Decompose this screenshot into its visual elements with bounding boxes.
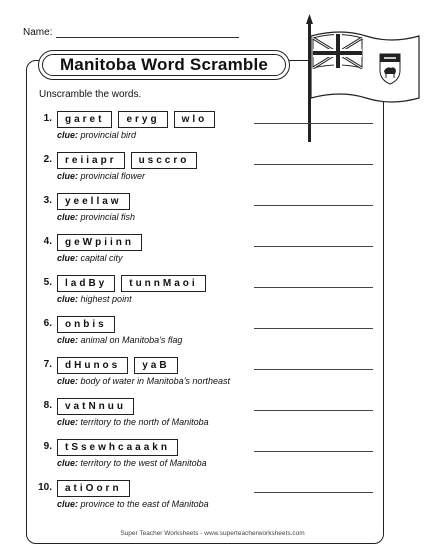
clue bbox=[57, 499, 209, 509]
clue-text: territory to the west of Manitoba bbox=[80, 458, 207, 468]
title-banner bbox=[38, 50, 290, 80]
clue bbox=[57, 417, 209, 427]
answer-line[interactable] bbox=[254, 246, 373, 247]
item-number: 10. bbox=[38, 482, 52, 493]
clue-text: highest point bbox=[80, 294, 132, 304]
scramble-item bbox=[35, 234, 375, 270]
answer-line[interactable] bbox=[254, 205, 373, 206]
clue bbox=[57, 458, 207, 468]
clue-label: clue: bbox=[57, 499, 79, 509]
clue bbox=[57, 130, 136, 140]
scrambled-word-box: vatNnuu bbox=[57, 398, 134, 415]
scrambled-word-box: reiiapr bbox=[57, 152, 125, 169]
answer-line[interactable] bbox=[254, 123, 373, 124]
scrambled-word-box: tunnMaoi bbox=[121, 275, 205, 292]
scrambled-words bbox=[57, 111, 215, 128]
scramble-item bbox=[35, 316, 375, 352]
scrambled-words bbox=[57, 398, 134, 415]
answer-line[interactable] bbox=[254, 451, 373, 452]
scrambled-words bbox=[57, 152, 197, 169]
item-number: 3. bbox=[43, 195, 52, 206]
clue bbox=[57, 335, 182, 345]
clue bbox=[57, 376, 230, 386]
clue-text: animal on Manitoba’s flag bbox=[80, 335, 183, 345]
scrambled-word-box: yeellaw bbox=[57, 193, 130, 210]
footer-credit: Super Teacher Worksheets - www.superteacherworksheets.com bbox=[120, 530, 305, 537]
scrambled-words bbox=[57, 357, 178, 374]
scramble-item bbox=[35, 193, 375, 229]
scramble-item bbox=[35, 398, 375, 434]
scrambled-words bbox=[57, 316, 115, 333]
clue-text: province to the east of Manitoba bbox=[80, 499, 209, 509]
scramble-item bbox=[35, 439, 375, 475]
scrambled-word-box: wlo bbox=[174, 111, 216, 128]
scrambled-word-box: dHunos bbox=[57, 357, 128, 374]
clue-label: clue: bbox=[57, 130, 79, 140]
page-title: Manitoba Word Scramble bbox=[59, 55, 269, 74]
clue-text: provincial fish bbox=[80, 212, 136, 222]
clue bbox=[57, 253, 123, 263]
answer-line[interactable] bbox=[254, 287, 373, 288]
scramble-item bbox=[35, 357, 375, 393]
answer-line[interactable] bbox=[254, 410, 373, 411]
scrambled-word-box: garet bbox=[57, 111, 112, 128]
clue-label: clue: bbox=[57, 294, 79, 304]
clue bbox=[57, 212, 135, 222]
clue-label: clue: bbox=[57, 253, 79, 263]
name-row bbox=[23, 27, 239, 38]
clue-label: clue: bbox=[57, 458, 79, 468]
scrambled-words bbox=[57, 275, 206, 292]
item-number: 7. bbox=[43, 359, 52, 370]
scrambled-words bbox=[57, 193, 130, 210]
scrambled-word-box: usccro bbox=[131, 152, 198, 169]
scrambled-word-box: eryg bbox=[118, 111, 167, 128]
name-label: Name: bbox=[23, 27, 53, 38]
clue-label: clue: bbox=[57, 212, 79, 222]
clue-text: territory to the north of Manitoba bbox=[80, 417, 209, 427]
item-number: 4. bbox=[43, 236, 52, 247]
scrambled-word-box: yaB bbox=[134, 357, 177, 374]
scramble-item bbox=[35, 275, 375, 311]
item-number: 9. bbox=[43, 441, 52, 452]
scrambled-word-box: ladBy bbox=[57, 275, 115, 292]
answer-line[interactable] bbox=[254, 328, 373, 329]
scramble-item bbox=[35, 152, 375, 188]
scrambled-words bbox=[57, 234, 142, 251]
clue-label: clue: bbox=[57, 171, 79, 181]
scrambled-words bbox=[57, 439, 178, 456]
scrambled-word-box: atiOorn bbox=[57, 480, 130, 497]
answer-line[interactable] bbox=[254, 369, 373, 370]
item-number: 5. bbox=[43, 277, 52, 288]
clue-text: capital city bbox=[80, 253, 123, 263]
item-number: 2. bbox=[43, 154, 52, 165]
instructions: Unscramble the words. bbox=[39, 89, 142, 100]
answer-line[interactable] bbox=[254, 164, 373, 165]
clue-text: body of water in Manitoba’s northeast bbox=[80, 376, 230, 386]
clue-label: clue: bbox=[57, 335, 79, 345]
clue-text: provincial flower bbox=[80, 171, 146, 181]
item-number: 6. bbox=[43, 318, 52, 329]
clue bbox=[57, 171, 145, 181]
name-field[interactable] bbox=[56, 27, 239, 38]
scrambled-word-box: onbis bbox=[57, 316, 115, 333]
scrambled-word-box: tSsewhcaaakn bbox=[57, 439, 178, 456]
scrambled-words bbox=[57, 480, 130, 497]
scramble-item bbox=[35, 111, 375, 147]
clue-label: clue: bbox=[57, 417, 79, 427]
scrambled-word-box: geWpiinn bbox=[57, 234, 142, 251]
answer-line[interactable] bbox=[254, 492, 373, 493]
item-number: 8. bbox=[43, 400, 52, 411]
item-number: 1. bbox=[43, 113, 52, 124]
clue-text: provincial bird bbox=[80, 130, 137, 140]
scramble-item bbox=[35, 480, 375, 516]
clue bbox=[57, 294, 132, 304]
clue-label: clue: bbox=[57, 376, 79, 386]
